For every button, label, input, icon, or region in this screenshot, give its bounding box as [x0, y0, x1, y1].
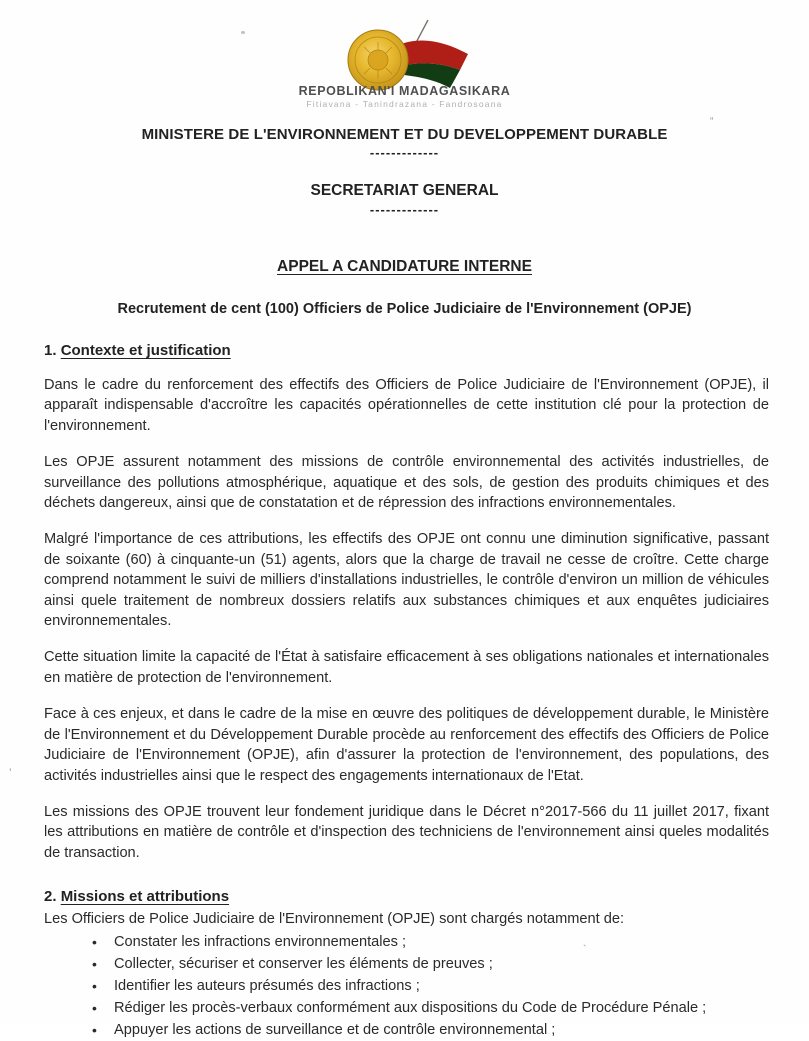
- section1-number: 1.: [44, 342, 61, 359]
- country-name: REPOBLIKAN'I MADAGASIKARA: [298, 84, 511, 98]
- section2-title: Missions et attributions: [60, 888, 230, 906]
- section1-heading: [44, 342, 769, 359]
- secretariat-heading: SECRETARIAT GENERAL: [310, 182, 499, 199]
- document-body: [0, 342, 809, 1041]
- ministry-heading: MINISTERE DE L'ENVIRONNEMENT ET DU DEVELOPPEMENT DURABLE: [141, 126, 668, 143]
- list-item: • Identifier les auteurs présumés des infractions ;: [90, 975, 769, 997]
- section2-number: 2.: [44, 888, 61, 906]
- section1-title: Contexte et justification: [60, 342, 231, 359]
- paragraph: Les missions des OPJE trouvent leur fondement juridique dans le Décret n°2017-566 du 11 juillet 2017, fixant les attributions en matière de contrôle et d'inspection des techniciens de l'environnement ainsi queles modalités de transaction.: [44, 803, 769, 861]
- scan-artifact: [241, 31, 245, 34]
- national-emblem: [0, 0, 809, 109]
- paragraph: Malgré l'importance de ces attributions, les effectifs des OPJE ont connu une diminution significative, passant de soixante (60) à cinquante-un (51) agents, alors que la charge de travail ne cesse de croître. Cette charge comprend notamment le suivi de milliers d'installations industrielles, le contrôle d'environ un million de véhicules ainsi quele traitement de nombreux dossiers relatifs aux substances chimiques et aux enquêtes judiciaires environnementales.: [44, 531, 769, 630]
- list-item: • Constater les infractions environnementales ;: [90, 931, 769, 953]
- mission-list: [44, 931, 769, 1041]
- madagascar-seal-flag-icon: [300, 24, 510, 90]
- section2-heading: [44, 888, 769, 905]
- country-motto: Fitiavana - Tanindrazana - Fandrosoana: [306, 99, 503, 109]
- paragraph: Les OPJE assurent notamment des missions de contrôle environnemental des activités industrielles, de surveillance des pollutions atmosphérique, aquatique et des sols, de gestion des produits chimiques et des déchets dangereux, ainsi que de constatation et de répression des infractions environnementales.: [44, 454, 769, 512]
- scan-artifact: “: [710, 116, 714, 127]
- list-item: • Collecter, sécuriser et conserver les éléments de preuves ;: [90, 953, 769, 975]
- paragraph: Cette situation limite la capacité de l'État à satisfaire efficacement à ses obligations nationales et internationales en matière de protection de l'environnement.: [44, 649, 769, 686]
- dashed-separator: -------------: [369, 145, 440, 160]
- dashed-separator: -------------: [369, 202, 440, 217]
- paragraph: Face à ces enjeux, et dans le cadre de la mise en œuvre des politiques de développement durable, le Ministère de l'Environnement et du Développement Durable procède au renforcement des effectifs des Officiers de Police Judiciaire de l'Environnement (OPJE), afin d'assurer la protection de l'environnement, des populations, des activités industrielles ainsi que le respect des engagements internationaux de l'Etat.: [44, 706, 769, 784]
- scan-artifact: ’: [9, 766, 12, 780]
- list-item: • Rédiger les procès-verbaux conformément aux dispositions du Code de Procédure Pénale ;: [90, 997, 769, 1019]
- list-item: • Appuyer les actions de surveillance et de contrôle environnemental ;: [90, 1019, 769, 1041]
- document-subtitle: Recrutement de cent (100) Officiers de Police Judiciaire de l'Environnement (OPJE): [117, 301, 692, 317]
- section2-intro: Les Officiers de Police Judiciaire de l'Environnement (OPJE) sont chargés notamment de:: [44, 911, 625, 928]
- paragraph: Dans le cadre du renforcement des effectifs des Officiers de Police Judiciaire de l'Environnement (OPJE), il apparaît indispensable d'accroître les capacités opérationnelles de cette institution clé pour la protection de l'environnement.: [44, 377, 769, 434]
- document-title: APPEL A CANDIDATURE INTERNE: [277, 258, 532, 275]
- scan-artifact: `: [583, 944, 587, 956]
